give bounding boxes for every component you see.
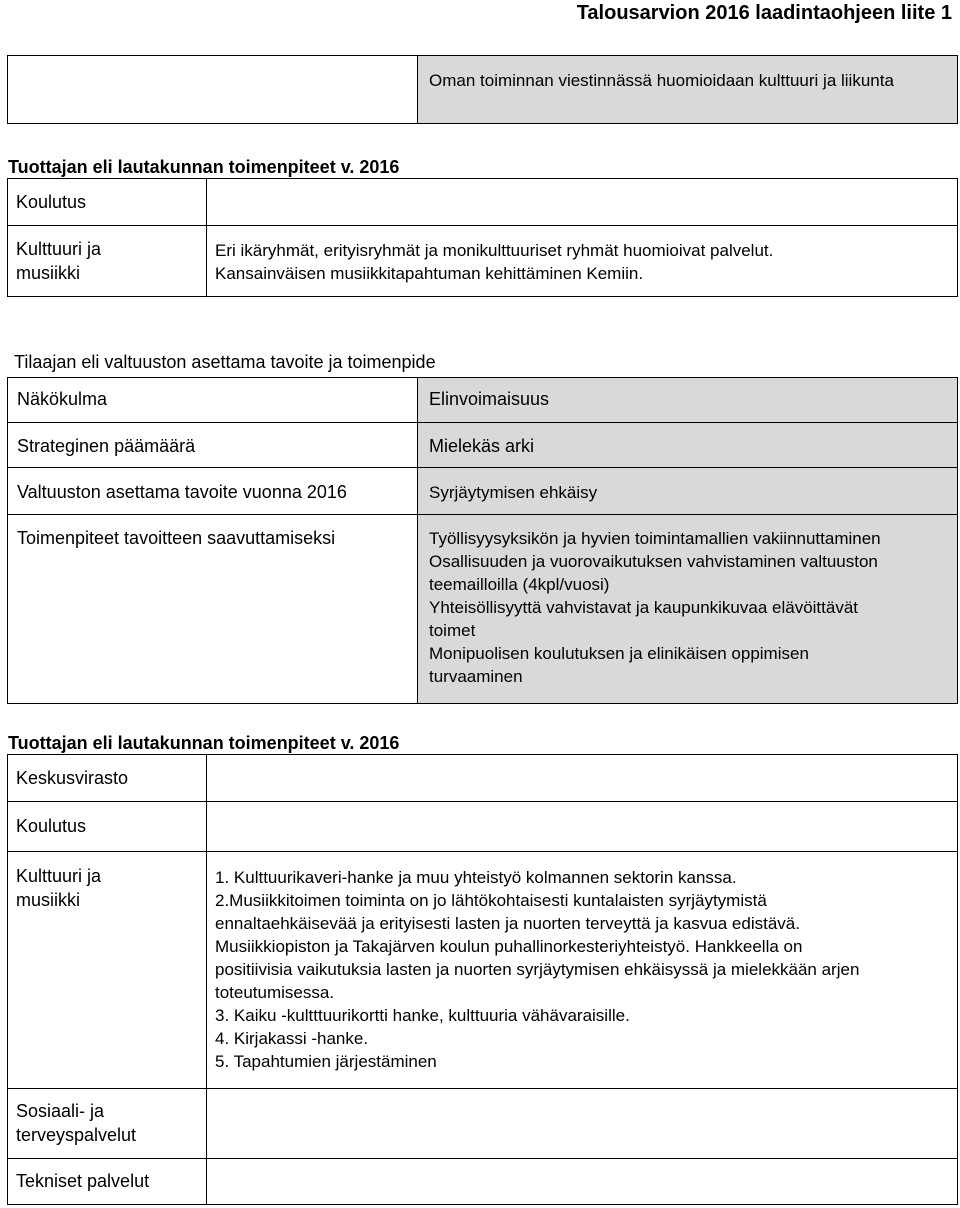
section3-row-sosiaali-label-cell <box>7 1088 207 1159</box>
section1-row-kulttuuri-content-cell <box>206 225 958 297</box>
section3-row-label: Sosiaali- ja terveyspalvelut <box>16 1101 137 1145</box>
section3-row-label: Kulttuuri ja musiikki <box>16 866 102 910</box>
section2-heading: Tilaajan eli valtuuston asettama tavoite ja toimenpide <box>14 352 436 372</box>
section3-row-label: Koulutus <box>16 816 87 836</box>
section2-row-strateginen-value-cell <box>417 422 958 468</box>
section3-row-label: Keskusvirasto <box>16 768 129 788</box>
top-table-note-cell <box>417 55 958 124</box>
section2-row-value: Työllisyysyksikön ja hyvien toimintamallien vakiinnuttaminen Osallisuuden ja vuorovaikutuksen vahvistaminen valtuuston teemailloilla (4kpl/vuosi) Yhteisöllisyyttä vahvistavat ja kaupunkikuvaa elävöittävät toimet Monipuolisen koulutuksen ja elinikäisen oppimisen turvaaminen <box>429 529 881 686</box>
section2-row-label: Valtuuston asettama tavoite vuonna 2016 <box>17 482 347 502</box>
section3-row-keskusvirasto-label-cell <box>7 754 207 802</box>
section3-row-keskusvirasto-content-cell <box>206 754 958 802</box>
section2-row-tavoite-value-cell <box>417 467 958 515</box>
section1-row-label: Kulttuuri ja musiikki <box>16 239 102 283</box>
section3-row-koulutus-label-cell <box>7 801 207 852</box>
section1-row-kulttuuri-label-cell <box>7 225 207 297</box>
section2-row-nakokulma-value-cell <box>417 377 958 423</box>
section3-row-kulttuuri-content-cell <box>206 851 958 1089</box>
section2-row-nakokulma-label-cell <box>7 377 418 423</box>
section3-row-sosiaali-content-cell <box>206 1088 958 1159</box>
page-title: Talousarvion 2016 laadintaohjeen liite 1 <box>576 2 952 24</box>
section3-heading: Tuottajan eli lautakunnan toimenpiteet v. 2016 <box>8 733 400 753</box>
section2-row-toimenpiteet-value-cell <box>417 514 958 704</box>
section1-row-label: Koulutus <box>16 192 87 212</box>
top-table-left-cell <box>7 55 418 124</box>
section3-row-content: 1. Kulttuurikaveri-hanke ja muu yhteistyö kolmannen sektorin kanssa. 2.Musiikkitoimen toiminta on jo lähtökohtaisesti kuntalaisten syrjäytymistä ennaltaehkäisevää ja erityisesti lasten ja nuorten terveyttä ja kasvua edistävä. Musiikkiopiston ja Takajärven koulun puhallinorkesteriyhteistyö. Hankkeella on positiivisia vaikutuksia lasten ja nuorten syrjäytymisen ehkäisyssä ja mielekkään arjen toteutumisessa. 3. Kaiku -kultttuurikortti hanke, kulttuuria vähävaraisille. 4. Kirjakassi -hanke. 5. Tapahtumien järjestäminen <box>215 868 860 1071</box>
section3-row-label: Tekniset palvelut <box>16 1171 150 1191</box>
section1-row-koulutus-label-cell <box>7 178 207 226</box>
section1-row-content: Eri ikäryhmät, erityisryhmät ja monikulttuuriset ryhmät huomioivat palvelut. Kansainväisen musiikkitapahtuman kehittäminen Kemiin. <box>215 241 774 283</box>
section3-row-koulutus-content-cell <box>206 801 958 852</box>
section1-heading: Tuottajan eli lautakunnan toimenpiteet v. 2016 <box>8 157 400 177</box>
top-table-note: Oman toiminnan viestinnässä huomioidaan kulttuuri ja liikunta <box>429 71 894 90</box>
section2-row-value: Mielekäs arki <box>429 436 535 456</box>
section1-row-koulutus-content-cell <box>206 178 958 226</box>
section3-row-tekniset-content-cell <box>206 1158 958 1205</box>
section3-row-kulttuuri-label-cell <box>7 851 207 1089</box>
section2-row-label: Strateginen päämäärä <box>17 436 196 456</box>
section2-row-value: Syrjäytymisen ehkäisy <box>429 483 598 502</box>
section2-row-label: Toimenpiteet tavoitteen saavuttamiseksi <box>17 528 336 548</box>
section2-row-toimenpiteet-label-cell <box>7 514 418 704</box>
section2-row-tavoite-label-cell <box>7 467 418 515</box>
section2-row-value: Elinvoimaisuus <box>429 389 550 409</box>
section3-row-tekniset-label-cell <box>7 1158 207 1205</box>
section2-row-strateginen-label-cell <box>7 422 418 468</box>
section2-row-label: Näkökulma <box>17 389 108 409</box>
